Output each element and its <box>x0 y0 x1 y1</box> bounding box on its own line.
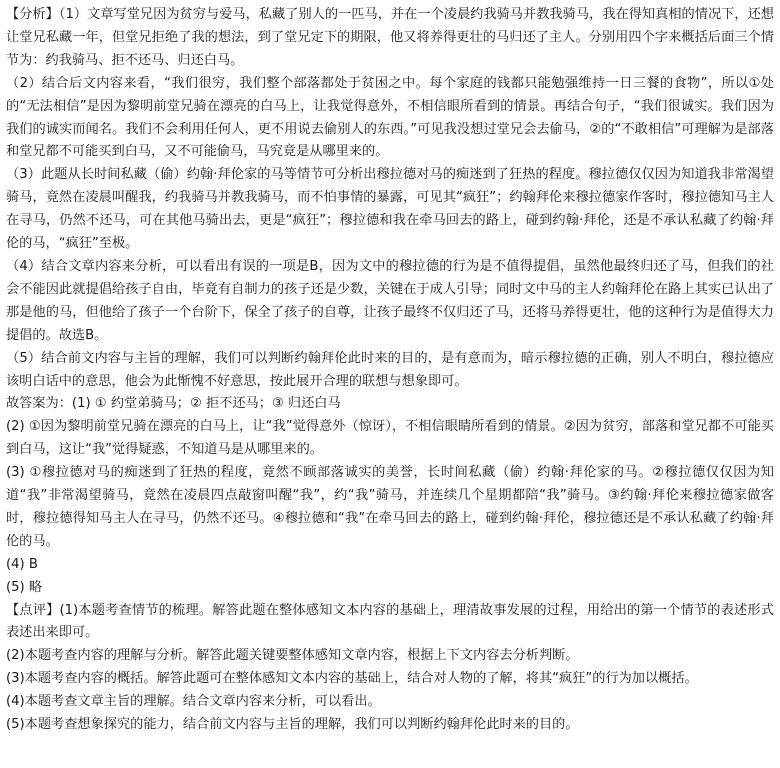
comment-5: (5)本题考查想象探究的能力，结合前文内容与主旨的理解，我们可以判断约翰拜伦此时来的目的。 <box>6 717 579 733</box>
answer-1: 故答案为：(1) ① 约堂弟骑马；② 拒不还马；③ 归还白马 <box>6 396 341 412</box>
comment-2: (2)本题考查内容的理解与分析。解答此题关键要整体感知文章内容，根据上下文内容去分析判断。 <box>6 648 579 664</box>
answer-2: (2) ①因为黎明前堂兄骑在漂亮的白马上，让“我”觉得意外（惊讶），不相信眼睛所看到的情景。②因为贫穷，部落和堂兄都不可能买到白马，这让“我”觉得疑惑，不知道马是从哪里来的。 <box>6 419 774 458</box>
analysis-part-4: （4）结合文章内容来分析，可以看出有误的一项是B，因为文中的穆拉德的行为是不值得提倡，虽然他最终归还了马，但我们的社会不能因此就提倡给孩子自由，毕竟有自制力的孩子还是少数，关键在于成人引导；同时文中马的主人约翰拜伦在路上其实已认出了那是他的马，但他给了孩子一个台阶下，保全了孩子的自尊，让孩子最终不仅归还了马，还将马养得更壮，他的这种行为是值得大力提倡的。故选B。 <box>6 258 774 343</box>
comment-1: 【点评】(1)本题考查情节的梳理。解答此题在整体感知文本内容的基础上，理清故事发展的过程，用给出的第一个情节的表述形式表述出来即可。 <box>6 602 774 641</box>
comment-4: (4)本题考查文章主旨的理解。结合文章内容来分析，可以看出。 <box>6 694 381 710</box>
answer-3: (3) ①穆拉德对马的痴迷到了狂热的程度，竟然不顾部落诚实的美誉，长时间私藏（偷）约翰·拜伦家的马。②穆拉德仅仅因为知道“我”非常渴望骑马，竟然在凌晨四点敲窗叫醒“我”，约“我”骑马，并连续几个星期都陪“我”骑马。③约翰·拜伦来穆拉德家做客时，穆拉德得知马主人在寻马，仍然不还马。④穆拉德和“我”在牵马回去的路上，碰到约翰·拜伦，穆拉德还是不承认私藏了约翰·拜伦的马。 <box>6 465 774 549</box>
analysis-part-1: 【分析】（1）文章写堂兄因为贫穷与爱马，私藏了别人的一匹马，并在一个凌晨约我骑马并教我骑马，我在得知真相的情况下，还想让堂兄私藏一年，但堂兄拒绝了我的想法，到了堂兄定下的期限，他又将养得更壮的马归还了主人。分别用四个字来概括后面三个情节为：约我骑马、拒不还马、归还白马。 <box>6 7 774 68</box>
answer-4: (4) B <box>6 556 38 572</box>
analysis-part-5: （5）结合前文内容与主旨的理解，我们可以判断约翰拜伦此时来的目的，是有意而为，暗示穆拉德的正确，别人不明白，穆拉德应该明白话中的意思，他会为此惭愧不好意思，按此展开合理的联想与想象即可。 <box>6 350 774 389</box>
analysis-part-3: （3）此题从长时间私藏（偷）约翰·拜伦家的马等情节可分析出穆拉德对马的痴迷到了狂热的程度。穆拉德仅仅因为知道我非常渴望骑马，竟然在凌晨叫醒我，约我骑马并教我骑马，而不怕事情的暴露，可见其“疯狂”；约翰拜伦来穆拉德家作客时，穆拉德知马主人在寻马，仍然不还马，可在其他马骑出去，更是“疯狂”；穆拉德和我在牵马回去的路上，碰到约翰·拜伦，还是不承认私藏了约翰·拜伦的马，“疯狂”至极。 <box>6 167 774 252</box>
answer-5: (5) 略 <box>6 579 43 595</box>
analysis-part-2: （2）结合后文内容来看，“我们很穷，我们整个部落都处于贫困之中。每个家庭的钱都只能勉强维持一日三餐的食物”，所以①处的“无法相信”是因为黎明前堂兄骑在漂亮的白马上，让我觉得意外，不相信眼所看到的情景。再结合句子，“我们很诚实。我们因为我们的诚实而闻名。我们不会利用任何人，更不用说去偷别人的东西。”可见我没想过堂兄会去偷马，②的“不敢相信”可理解为是部落和堂兄都不可能买到白马，又不可能偷马，马究竟是从哪里来的。 <box>6 75 774 160</box>
comment-3: (3)本题考查内容的概括。解答此题可在整体感知文本内容的基础上，结合对人物的了解，将其“疯狂”的行为加以概括。 <box>6 671 698 687</box>
